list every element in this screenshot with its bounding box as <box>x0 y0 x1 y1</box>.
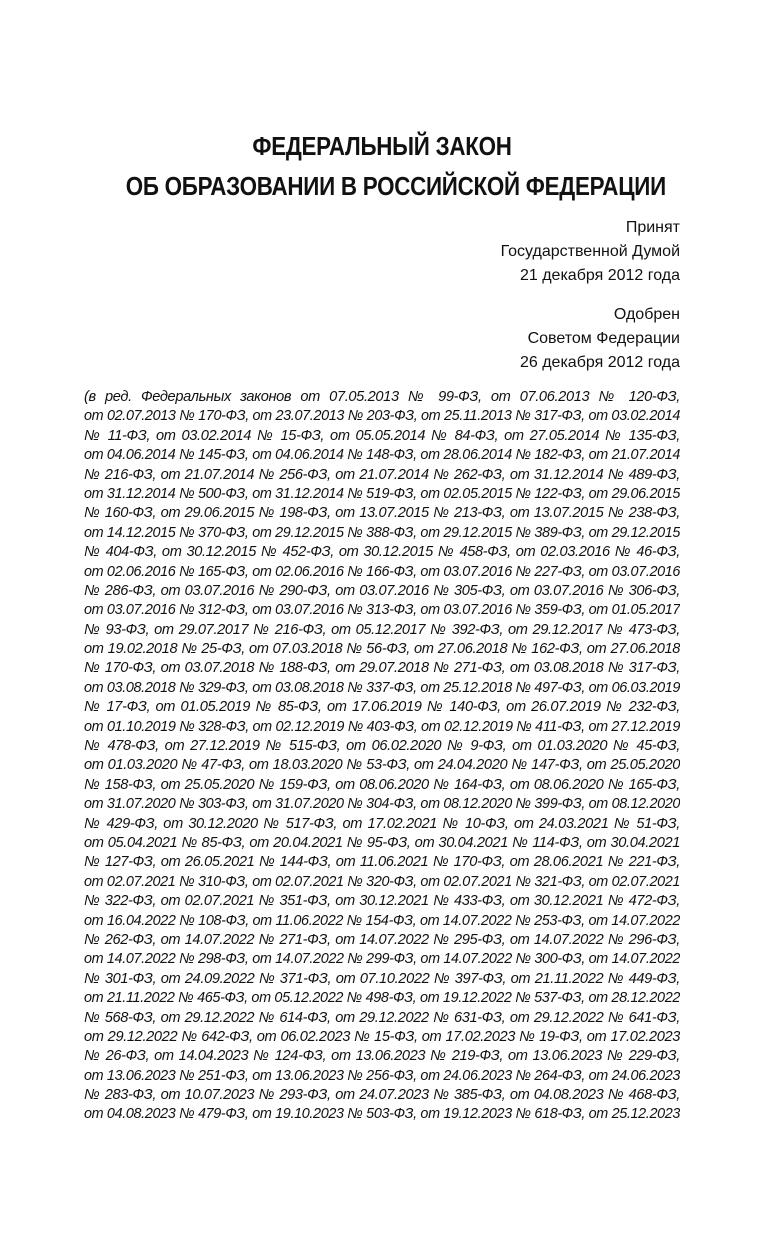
amendment-line: от 31.07.2020 № 303-ФЗ, от 31.07.2020 № 304-ФЗ, от 08.12.2020 № 399-ФЗ, от 08.12.2020 <box>84 796 680 813</box>
approved-line-2: Советом Федерации <box>527 330 680 347</box>
amendment-line: № 127-ФЗ, от 26.05.2021 № 144-ФЗ, от 11.06.2021 № 170-ФЗ, от 28.06.2021 № 221-ФЗ, <box>84 854 680 871</box>
amendment-line: от 01.10.2019 № 328-ФЗ, от 02.12.2019 № 403-ФЗ, от 02.12.2019 № 411-ФЗ, от 27.12.2019 <box>84 718 681 735</box>
amendment-line: № 17-ФЗ, от 01.05.2019 № 85-ФЗ, от 17.06.2019 № 140-ФЗ, от 26.07.2019 № 232-ФЗ, <box>84 699 680 716</box>
amendment-line: от 21.11.2022 № 465-ФЗ, от 05.12.2022 № 498-ФЗ, от 19.12.2022 № 537-ФЗ, от 28.12.2022 <box>84 990 681 1007</box>
approved-line-3: 26 декабря 2012 года <box>519 354 680 371</box>
amendment-line: № 11-ФЗ, от 03.02.2014 № 15-ФЗ, от 05.05.2014 № 84-ФЗ, от 27.05.2014 № 135-ФЗ, <box>84 427 680 444</box>
amendment-line: от 03.07.2016 № 312-ФЗ, от 03.07.2016 № 313-ФЗ, от 03.07.2016 № 359-ФЗ, от 01.05.2017 <box>84 602 680 619</box>
amendment-line: № 262-ФЗ, от 14.07.2022 № 271-ФЗ, от 14.07.2022 № 295-ФЗ, от 14.07.2022 № 296-ФЗ, <box>84 931 680 948</box>
amendment-line: № 286-ФЗ, от 03.07.2016 № 290-ФЗ, от 03.07.2016 № 305-ФЗ, от 03.07.2016 № 306-ФЗ, <box>84 582 680 599</box>
amendment-line: от 31.12.2014 № 500-ФЗ, от 31.12.2014 № 519-ФЗ, от 02.05.2015 № 122-ФЗ, от 29.06.2015 <box>84 485 680 502</box>
amendment-line: № 429-ФЗ, от 30.12.2020 № 517-ФЗ, от 17.02.2021 № 10-ФЗ, от 24.03.2021 № 51-ФЗ, <box>84 815 680 832</box>
amendment-line: № 568-ФЗ, от 29.12.2022 № 614-ФЗ, от 29.12.2022 № 631-ФЗ, от 29.12.2022 № 641-ФЗ, <box>84 1009 680 1026</box>
amendment-line: от 19.02.2018 № 25-ФЗ, от 07.03.2018 № 56-ФЗ, от 27.06.2018 № 162-ФЗ, от 27.06.2018 <box>84 641 680 658</box>
amendment-line: от 02.07.2013 № 170-ФЗ, от 23.07.2013 № 203-ФЗ, от 25.11.2013 № 317-ФЗ, от 03.02.2014 <box>84 408 681 425</box>
adopted-line-3: 21 декабря 2012 года <box>519 267 680 284</box>
amendment-line: от 29.12.2022 № 642-ФЗ, от 06.02.2023 № 15-ФЗ, от 17.02.2023 № 19-ФЗ, от 17.02.2023 <box>84 1028 680 1045</box>
amendment-line: № 170-ФЗ, от 03.07.2018 № 188-ФЗ, от 29.07.2018 № 271-ФЗ, от 03.08.2018 № 317-ФЗ, <box>84 660 680 677</box>
amendment-line: от 02.06.2016 № 165-ФЗ, от 02.06.2016 № 166-ФЗ, от 03.07.2016 № 227-ФЗ, от 03.07.2016 <box>84 563 680 580</box>
amendment-line: № 160-ФЗ, от 29.06.2015 № 198-ФЗ, от 13.07.2015 № 213-ФЗ, от 13.07.2015 № 238-ФЗ, <box>84 505 680 522</box>
amendment-line: от 05.04.2021 № 85-ФЗ, от 20.04.2021 № 95-ФЗ, от 30.04.2021 № 114-ФЗ, от 30.04.2021 <box>84 834 680 851</box>
amendment-line: от 14.07.2022 № 298-ФЗ, от 14.07.2022 № 299-ФЗ, от 14.07.2022 № 300-ФЗ, от 14.07.2022 <box>84 951 680 968</box>
amendment-line: от 02.07.2021 № 310-ФЗ, от 02.07.2021 № 320-ФЗ, от 02.07.2021 № 321-ФЗ, от 02.07.2021 <box>84 873 680 890</box>
amendment-line: от 04.06.2014 № 145-ФЗ, от 04.06.2014 № 148-ФЗ, от 28.06.2014 № 182-ФЗ, от 21.07.2014 <box>84 447 680 464</box>
approved-line-1: Одобрен <box>613 306 680 323</box>
adopted-line-1: Принят <box>625 219 680 236</box>
title-line-2: ОБ ОБРАЗОВАНИИ В РОССИЙСКОЙ ФЕДЕРАЦИИ <box>125 171 666 201</box>
amendment-line: (в ред. Федеральных законов от 07.05.2013 № 99-ФЗ, от 07.06.2013 № 120-ФЗ, <box>84 389 680 405</box>
amendment-line: № 301-ФЗ, от 24.09.2022 № 371-ФЗ, от 07.10.2022 № 397-ФЗ, от 21.11.2022 № 449-ФЗ, <box>84 970 680 987</box>
amendment-line: № 404-ФЗ, от 30.12.2015 № 452-ФЗ, от 30.12.2015 № 458-ФЗ, от 02.03.2016 № 46-ФЗ, <box>84 544 680 561</box>
document-title <box>125 126 666 206</box>
adopted-block <box>501 216 680 288</box>
title-line-1: ФЕДЕРАЛЬНЫЙ ЗАКОН <box>252 131 512 161</box>
amendment-line: № 26-ФЗ, от 14.04.2023 № 124-ФЗ, от 13.06.2023 № 219-ФЗ, от 13.06.2023 № 229-ФЗ, <box>84 1048 680 1065</box>
amendment-line: от 16.04.2022 № 108-ФЗ, от 11.06.2022 № 154-ФЗ, от 14.07.2022 № 253-ФЗ, от 14.07.2022 <box>84 912 681 929</box>
adopted-line-2: Государственной Думой <box>500 243 680 260</box>
amendment-line: от 01.03.2020 № 47-ФЗ, от 18.03.2020 № 53-ФЗ, от 24.04.2020 № 147-ФЗ, от 25.05.2020 <box>84 757 680 774</box>
amendment-line: № 216-ФЗ, от 21.07.2014 № 256-ФЗ, от 21.07.2014 № 262-ФЗ, от 31.12.2014 № 489-ФЗ, <box>84 466 680 483</box>
amendments-paragraph <box>84 388 680 1125</box>
amendment-line: от 13.06.2023 № 251-ФЗ, от 13.06.2023 № 256-ФЗ, от 24.06.2023 № 264-ФЗ, от 24.06.2023 <box>84 1067 680 1084</box>
amendment-line: № 158-ФЗ, от 25.05.2020 № 159-ФЗ, от 08.06.2020 № 164-ФЗ, от 08.06.2020 № 165-ФЗ, <box>84 776 680 793</box>
amendment-line: от 03.08.2018 № 329-ФЗ, от 03.08.2018 № 337-ФЗ, от 25.12.2018 № 497-ФЗ, от 06.03.2019 <box>84 679 680 696</box>
amendment-line: № 322-ФЗ, от 02.07.2021 № 351-ФЗ, от 30.12.2021 № 433-ФЗ, от 30.12.2021 № 472-ФЗ, <box>84 893 680 910</box>
amendment-line: от 14.12.2015 № 370-ФЗ, от 29.12.2015 № 388-ФЗ, от 29.12.2015 № 389-ФЗ, от 29.12.2015 <box>84 524 680 541</box>
approved-block <box>520 303 680 375</box>
amendment-line: № 283-ФЗ, от 10.07.2023 № 293-ФЗ, от 24.07.2023 № 385-ФЗ, от 04.08.2023 № 468-ФЗ, <box>84 1087 680 1104</box>
amendment-line: № 93-ФЗ, от 29.07.2017 № 216-ФЗ, от 05.12.2017 № 392-ФЗ, от 29.12.2017 № 473-ФЗ, <box>84 621 680 638</box>
amendment-line: от 04.08.2023 № 479-ФЗ, от 19.10.2023 № 503-ФЗ, от 19.12.2023 № 618-ФЗ, от 25.12.2023 <box>84 1106 680 1123</box>
amendment-line: № 478-ФЗ, от 27.12.2019 № 515-ФЗ, от 06.02.2020 № 9-ФЗ, от 01.03.2020 № 45-ФЗ, <box>84 738 680 755</box>
